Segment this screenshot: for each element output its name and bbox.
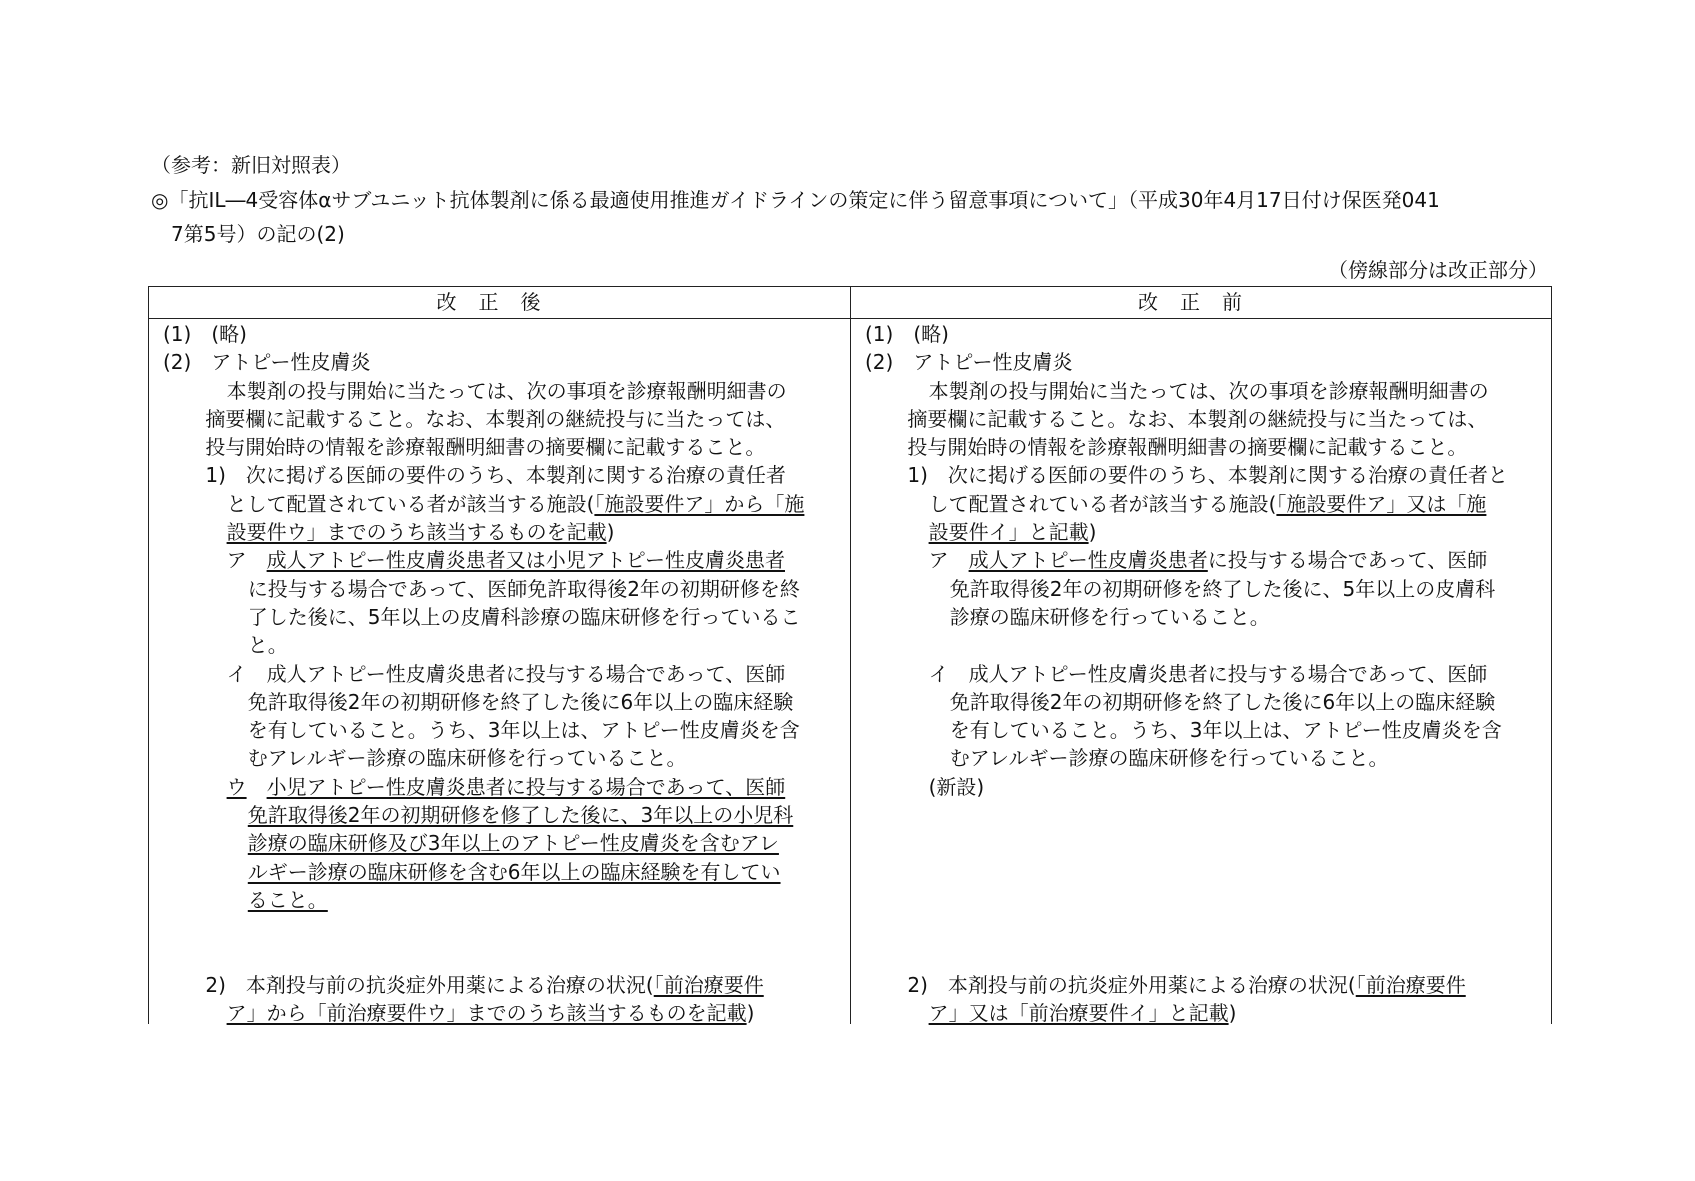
text-line — [865, 858, 1545, 886]
column-header-after: 改正後 — [149, 287, 851, 319]
text-line — [865, 461, 1545, 489]
text-segment: に投与する場合であって、医師免許取得後2年の初期研修を終 — [247, 576, 800, 601]
reference-title: （参考：新旧対照表） — [151, 153, 351, 177]
text-line — [163, 829, 843, 857]
text-segment: 摘要欄に記載すること。なお、本製剤の継続投与に当たっては、 — [907, 406, 1488, 431]
text-line — [865, 603, 1545, 631]
amended-text: ウ — [226, 774, 247, 799]
amended-text: 「施設要件ア」から「施 — [594, 491, 805, 516]
text-line — [865, 631, 1545, 659]
text-segment: 摘要欄に記載すること。なお、本製剤の継続投与に当たっては、 — [205, 406, 786, 431]
text-line — [163, 660, 843, 688]
text-line — [865, 518, 1545, 546]
text-line — [865, 716, 1545, 744]
text-line — [865, 320, 1545, 348]
text-segment: (2) アトピー性皮膚炎 — [163, 350, 371, 375]
text-segment: 本製剤の投与開始に当たっては、次の事項を診療報酬明細書の — [928, 378, 1489, 403]
text-line — [163, 744, 843, 772]
text-line — [865, 971, 1545, 999]
notice-title-line2: 7第5号）の記の(2) — [171, 222, 345, 246]
text-line — [163, 886, 843, 914]
text-line — [865, 688, 1545, 716]
amended-text: ること。 — [247, 887, 328, 912]
text-line — [865, 773, 1545, 801]
text-segment: 投与開始時の情報を診療報酬明細書の摘要欄に記載すること。 — [205, 435, 766, 460]
text-line — [865, 546, 1545, 574]
text-line — [163, 688, 843, 716]
text-segment: ) — [1228, 1001, 1237, 1026]
text-line — [163, 773, 843, 801]
column-before — [865, 320, 1545, 1027]
text-segment: 本製剤の投与開始に当たっては、次の事項を診療報酬明細書の — [226, 378, 787, 403]
text-line — [865, 405, 1545, 433]
text-segment: むアレルギー診療の臨床研修を行っていること。 — [247, 746, 687, 771]
text-line — [865, 348, 1545, 376]
column-after — [163, 320, 843, 1027]
text-segment: 免許取得後2年の初期研修を終了した後に6年以上の臨床経験 — [247, 689, 794, 714]
text-segment — [247, 775, 267, 799]
text-line — [163, 348, 843, 376]
text-line — [865, 660, 1545, 688]
text-line — [865, 575, 1545, 603]
text-line — [865, 490, 1545, 518]
text-line — [163, 433, 843, 461]
text-segment: して配置されている者が該当する施設( — [928, 491, 1277, 516]
text-segment: に投与する場合であって、医師 — [1207, 548, 1488, 573]
text-segment: ) — [746, 1001, 755, 1026]
text-line — [865, 943, 1545, 971]
text-segment: イ 成人アトピー性皮膚炎患者に投与する場合であって、医師 — [226, 661, 786, 686]
text-line — [865, 886, 1545, 914]
column-divider — [850, 287, 851, 1024]
text-line — [163, 943, 843, 971]
text-line — [163, 999, 843, 1027]
text-line — [865, 433, 1545, 461]
amended-text: 「施設要件ア」又は「施 — [1276, 491, 1487, 516]
text-line — [163, 603, 843, 631]
text-segment: ) — [1088, 520, 1097, 545]
text-line — [163, 405, 843, 433]
text-line — [163, 518, 843, 546]
comparison-table — [148, 286, 1552, 1024]
text-segment: を有していること。うち、3年以上は、アトピー性皮膚炎を含 — [247, 718, 800, 743]
amended-text: 成人アトピー性皮膚炎患者又は小児アトピー性皮膚炎患者 — [266, 548, 785, 573]
text-line — [163, 858, 843, 886]
amended-text: 免許取得後2年の初期研修を修了した後に、3年以上の小児科 — [247, 803, 794, 828]
text-line — [865, 744, 1545, 772]
text-line — [163, 631, 843, 659]
text-line — [865, 914, 1545, 942]
text-segment: として配置されている者が該当する施設( — [226, 491, 595, 516]
text-segment: 了した後に、5年以上の皮膚科診療の臨床研修を行っているこ — [247, 604, 801, 629]
text-segment: を有していること。うち、3年以上は、アトピー性皮膚炎を含 — [949, 718, 1502, 743]
text-segment: イ 成人アトピー性皮膚炎患者に投与する場合であって、医師 — [928, 661, 1488, 686]
text-segment: 免許取得後2年の初期研修を終了した後に、5年以上の皮膚科 — [949, 576, 1496, 601]
text-line — [163, 971, 843, 999]
amended-text: ルギー診療の臨床研修を含む6年以上の臨床経験を有してい — [247, 859, 781, 884]
text-line — [163, 490, 843, 518]
text-segment: 診療の臨床研修を行っていること。 — [949, 604, 1270, 629]
text-line — [163, 461, 843, 489]
amended-text: ア」から「前治療要件ウ」までのうち該当するものを記載 — [226, 1001, 747, 1026]
text-segment: 2) 本剤投与前の抗炎症外用薬による治療の状況( — [907, 972, 1356, 997]
text-line — [163, 801, 843, 829]
text-segment: ) — [606, 520, 615, 545]
text-segment: ア — [928, 548, 969, 573]
amended-text: 診療の臨床研修及び3年以上のアトピー性皮膚炎を含むアレ — [247, 831, 779, 856]
amended-text: 「前治療要件 — [653, 972, 764, 997]
amended-text: 「前治療要件 — [1355, 972, 1466, 997]
amended-text: 小児アトピー性皮膚炎患者に投与する場合であって、医師 — [266, 774, 786, 799]
text-segment: 投与開始時の情報を診療報酬明細書の摘要欄に記載すること。 — [907, 435, 1468, 460]
amended-text: 設要件イ」と記載 — [928, 520, 1089, 545]
text-line — [865, 801, 1545, 829]
text-segment: むアレルギー診療の臨床研修を行っていること。 — [949, 746, 1389, 771]
text-segment: (新設) — [928, 774, 985, 799]
text-segment: 免許取得後2年の初期研修を終了した後に6年以上の臨床経験 — [949, 689, 1496, 714]
text-line — [163, 546, 843, 574]
column-header-before: 改正前 — [851, 287, 1551, 319]
text-segment: 1) 次に掲げる医師の要件のうち、本製剤に関する治療の責任者と — [907, 463, 1508, 488]
notice-title-line1: ◎「抗IL―4受容体αサブユニット抗体製剤に係る最適使用推進ガイドラインの策定に伴う留意事項について」（平成30年4月17日付け保医発041 — [151, 188, 1440, 212]
amended-text: 設要件ウ」までのうち該当するものを記載 — [226, 520, 607, 545]
text-line — [865, 999, 1545, 1027]
text-line — [163, 914, 843, 942]
text-line — [163, 575, 843, 603]
underline-note: （傍線部分は改正部分） — [1328, 258, 1548, 282]
amended-text: 成人アトピー性皮膚炎患者 — [968, 548, 1208, 573]
text-line — [163, 716, 843, 744]
text-segment: (1) (略) — [163, 322, 247, 346]
text-line — [163, 320, 843, 348]
text-segment: (2) アトピー性皮膚炎 — [865, 350, 1073, 375]
text-segment: と。 — [247, 633, 288, 658]
text-segment: 2) 本剤投与前の抗炎症外用薬による治療の状況( — [205, 972, 654, 997]
text-segment: (1) (略) — [865, 322, 949, 346]
amended-text: ア」又は「前治療要件イ」と記載 — [928, 1001, 1229, 1026]
text-segment: 1) 次に掲げる医師の要件のうち、本製剤に関する治療の責任者 — [205, 463, 786, 488]
text-line — [865, 377, 1545, 405]
text-line — [865, 829, 1545, 857]
text-segment: ア — [226, 548, 267, 573]
text-line — [163, 377, 843, 405]
